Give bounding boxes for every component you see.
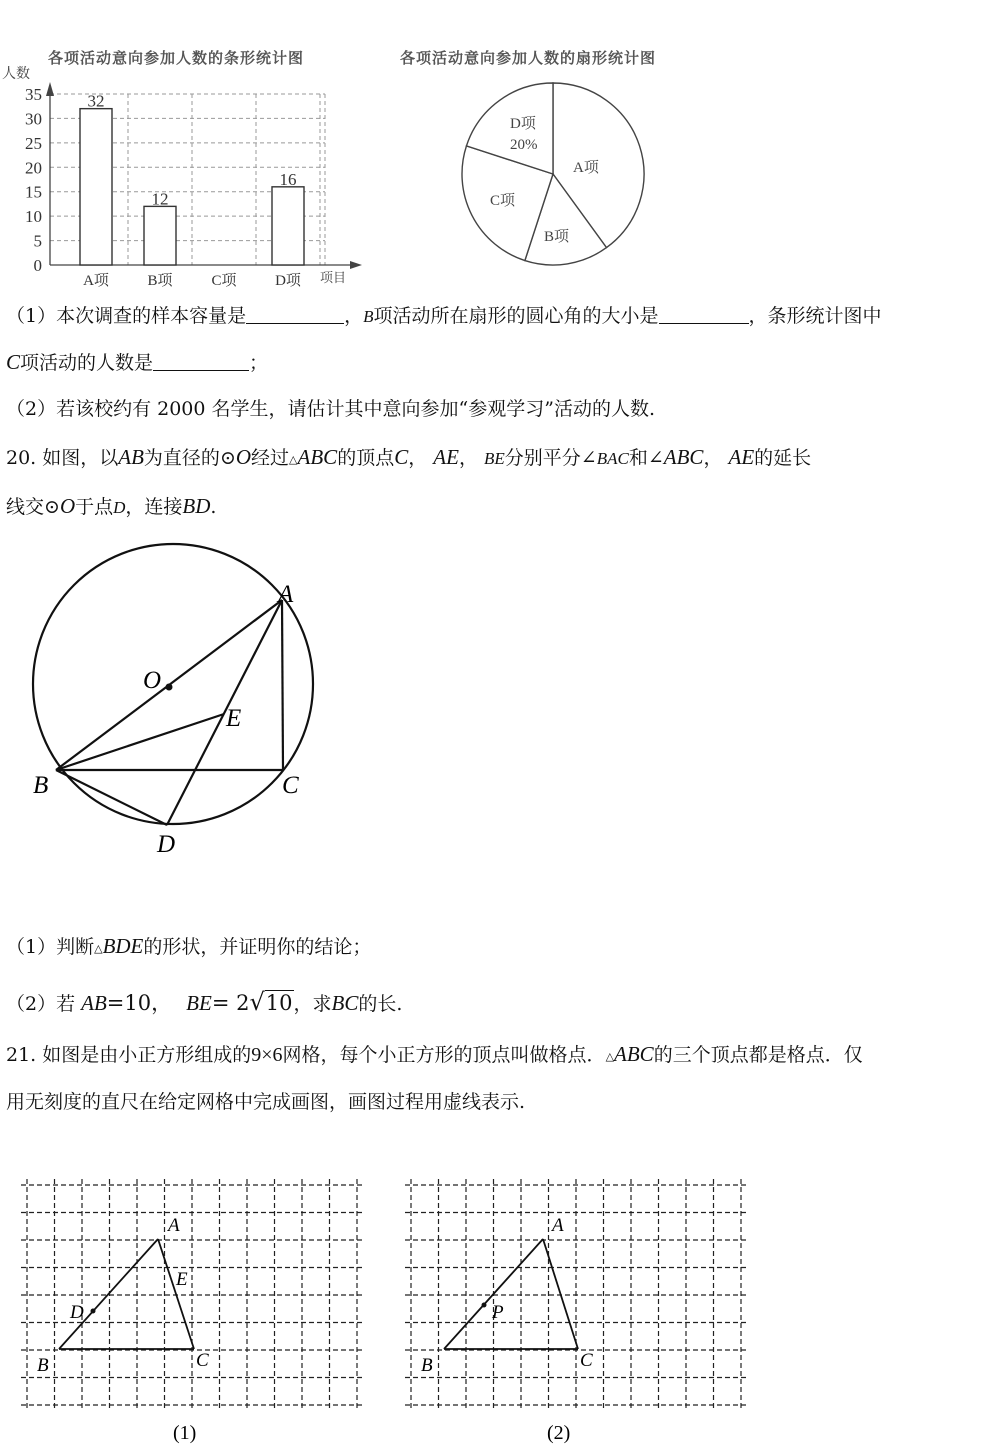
text: ，求: [293, 993, 332, 1015]
q20-circle-figure: [0, 540, 360, 870]
label-c: C: [282, 772, 299, 799]
pie-label-a: A项: [573, 160, 599, 176]
bar-2: [144, 206, 176, 265]
math-text: = 2: [211, 991, 250, 1015]
answer-blank-1[interactable]: [246, 323, 344, 324]
label-b: B: [33, 772, 49, 799]
label-c: C: [196, 1350, 209, 1371]
label-p: P: [492, 1302, 504, 1323]
text: ，条形统计图中: [748, 305, 882, 327]
radicand: 10: [265, 991, 293, 1015]
text: 21. 如图是由小正方形组成的: [6, 1044, 252, 1066]
angle-symbol: ∠: [580, 447, 597, 469]
bar-x-ticks: [83, 272, 302, 289]
bar-chart-title: 各项活动意向参加人数的条形统计图: [48, 49, 305, 67]
point-d: [91, 1309, 96, 1314]
bar-xlabel: 项目: [320, 270, 347, 285]
text: （1）本次调查的样本容量是: [6, 305, 247, 327]
math-var: BE: [186, 991, 212, 1015]
bar-y-tick-label: 10: [25, 207, 42, 227]
text: ，: [703, 447, 723, 469]
pie-label-b: B项: [544, 229, 570, 245]
text: 项活动所在扇形的圆心角的大小是: [373, 305, 659, 327]
segment-bd: [56, 770, 167, 825]
text: .: [210, 496, 217, 518]
text: 分别平分: [504, 447, 581, 469]
circle-symbol: ⊙: [219, 447, 236, 469]
bar-ylabel: 人数: [2, 67, 30, 82]
label-d: D: [70, 1302, 84, 1323]
label-b: B: [37, 1355, 49, 1376]
bar-1: [80, 109, 112, 265]
math-var: C: [6, 350, 21, 374]
text: 的长.: [358, 993, 403, 1015]
math-var: ABC: [614, 1042, 654, 1066]
bar-x-axis-arrow: [350, 261, 362, 269]
label-d: D: [157, 831, 176, 858]
label-a: A: [552, 1215, 564, 1236]
text: 的三个顶点都是格点．仅: [653, 1044, 863, 1066]
label-b: B: [421, 1355, 433, 1376]
bar-y-tick-label: 15: [25, 182, 42, 202]
pie-label-d: D项: [510, 116, 536, 132]
text: 的形状，并证明你的结论；: [143, 936, 372, 958]
label-e: E: [176, 1269, 188, 1290]
q19-part2: （2）若该校约有 2000 名学生，请估计其中意向参加“参观学习”活动的人数.: [6, 398, 655, 420]
math-var: AB: [118, 445, 144, 469]
text: ，: [408, 447, 428, 469]
segment-ac: [158, 1239, 194, 1349]
text: 和: [628, 447, 648, 469]
bar-chart: [0, 60, 380, 290]
math-var: AE: [433, 445, 459, 469]
text: 线交: [6, 496, 45, 518]
text: 网格，每个小正方形的顶点叫做格点．: [282, 1044, 606, 1066]
label-a: A: [278, 581, 294, 608]
text: 为直径的: [143, 447, 220, 469]
q19-part1-line2: [6, 350, 268, 375]
bar-x-tick-label: D项: [275, 273, 301, 289]
math-var: O: [235, 445, 252, 469]
math-text: 9×6: [251, 1044, 283, 1066]
triangle-symbol: △: [289, 453, 298, 466]
text: ，连接: [125, 496, 183, 518]
bar-x-tick-label: B项: [147, 273, 173, 289]
answer-blank-3[interactable]: [153, 370, 249, 371]
bar-data-label: 32: [87, 91, 105, 111]
bar-y-tick-label: 20: [25, 158, 42, 178]
text: 的延长: [754, 447, 812, 469]
bar-4: [272, 187, 304, 265]
text: ，: [458, 447, 478, 469]
bar-y-tick-label: 5: [33, 231, 42, 251]
label-c: C: [580, 1350, 593, 1371]
math-text: =10，: [106, 991, 173, 1015]
text: （2）若: [6, 993, 76, 1015]
math-var: BDE: [102, 934, 144, 958]
q21-figure-1: [20, 1175, 380, 1450]
q21-line2: 用无刻度的直尺在给定网格中完成画图，画图过程用虚线表示.: [6, 1091, 526, 1113]
circle-o: [33, 544, 313, 824]
bar-data-label: 16: [279, 169, 297, 189]
triangle-symbol: △: [94, 942, 103, 955]
bar-y-axis-arrow: [46, 82, 54, 96]
math-var: AB: [81, 991, 107, 1015]
dashed-grid-1: [21, 1179, 363, 1411]
segment-ad: [167, 600, 282, 825]
q20-line2: [6, 494, 216, 519]
q21-line1: [6, 1042, 863, 1067]
bar-y-tick-label: 25: [25, 133, 42, 153]
bar-y-tick-label: 35: [25, 85, 42, 104]
bar-y-tick-label: 30: [25, 109, 42, 129]
pie-label-c: C项: [490, 193, 516, 209]
segment-ab: [59, 1239, 158, 1349]
circle-symbol: ⊙: [44, 496, 60, 518]
label-o: O: [143, 667, 162, 694]
bar-x-tick-label: C项: [211, 273, 237, 289]
text: 的顶点: [337, 447, 395, 469]
q20-part2: [6, 988, 402, 1017]
q21-figure-2: [404, 1175, 764, 1450]
math-var: AE: [728, 445, 755, 469]
text: 项活动的人数是: [20, 352, 154, 374]
text: 于点: [75, 496, 114, 518]
label-e: E: [226, 705, 242, 732]
q20-line1: [6, 445, 811, 470]
bar-x-tick-label: A项: [83, 273, 109, 289]
triangle-symbol: △: [605, 1050, 615, 1063]
answer-blank-2[interactable]: [659, 323, 749, 324]
pie-chart: [440, 70, 670, 285]
text: ；: [249, 352, 269, 374]
text: （1）判断: [6, 936, 95, 958]
math-var: BAC: [596, 449, 629, 468]
dashed-grid-2: [405, 1179, 747, 1411]
caption-2: (2): [547, 1422, 571, 1444]
math-var: C: [394, 445, 409, 469]
segment-ac: [282, 600, 283, 770]
q19-part1-line1: [6, 305, 882, 328]
sqrt-symbol: √: [249, 988, 265, 1016]
q20-part1: [6, 934, 371, 959]
math-var: B: [363, 307, 374, 326]
bar-y-tick-label: 0: [33, 256, 42, 275]
math-var: ABC: [297, 445, 338, 469]
point-p: [482, 1303, 487, 1308]
angle-symbol: ∠: [647, 447, 664, 469]
math-var: O: [59, 494, 76, 518]
center-point-o: [166, 684, 173, 691]
math-var: BD: [182, 494, 211, 518]
math-var: ABC: [663, 445, 704, 469]
label-a: A: [168, 1215, 180, 1236]
bar-y-ticks: [25, 85, 42, 275]
caption-1: (1): [173, 1422, 197, 1444]
text: 经过: [251, 447, 290, 469]
math-var: BE: [484, 449, 505, 468]
text: 20. 如图，以: [6, 447, 119, 469]
pie-chart-title: 各项活动意向参加人数的扇形统计图: [400, 49, 657, 67]
math-var: D: [113, 498, 126, 517]
math-var: BC: [331, 991, 359, 1015]
pie-label-d-percent: 20%: [510, 137, 538, 153]
text: ，: [344, 305, 364, 327]
bar-data-label: 12: [151, 189, 169, 209]
